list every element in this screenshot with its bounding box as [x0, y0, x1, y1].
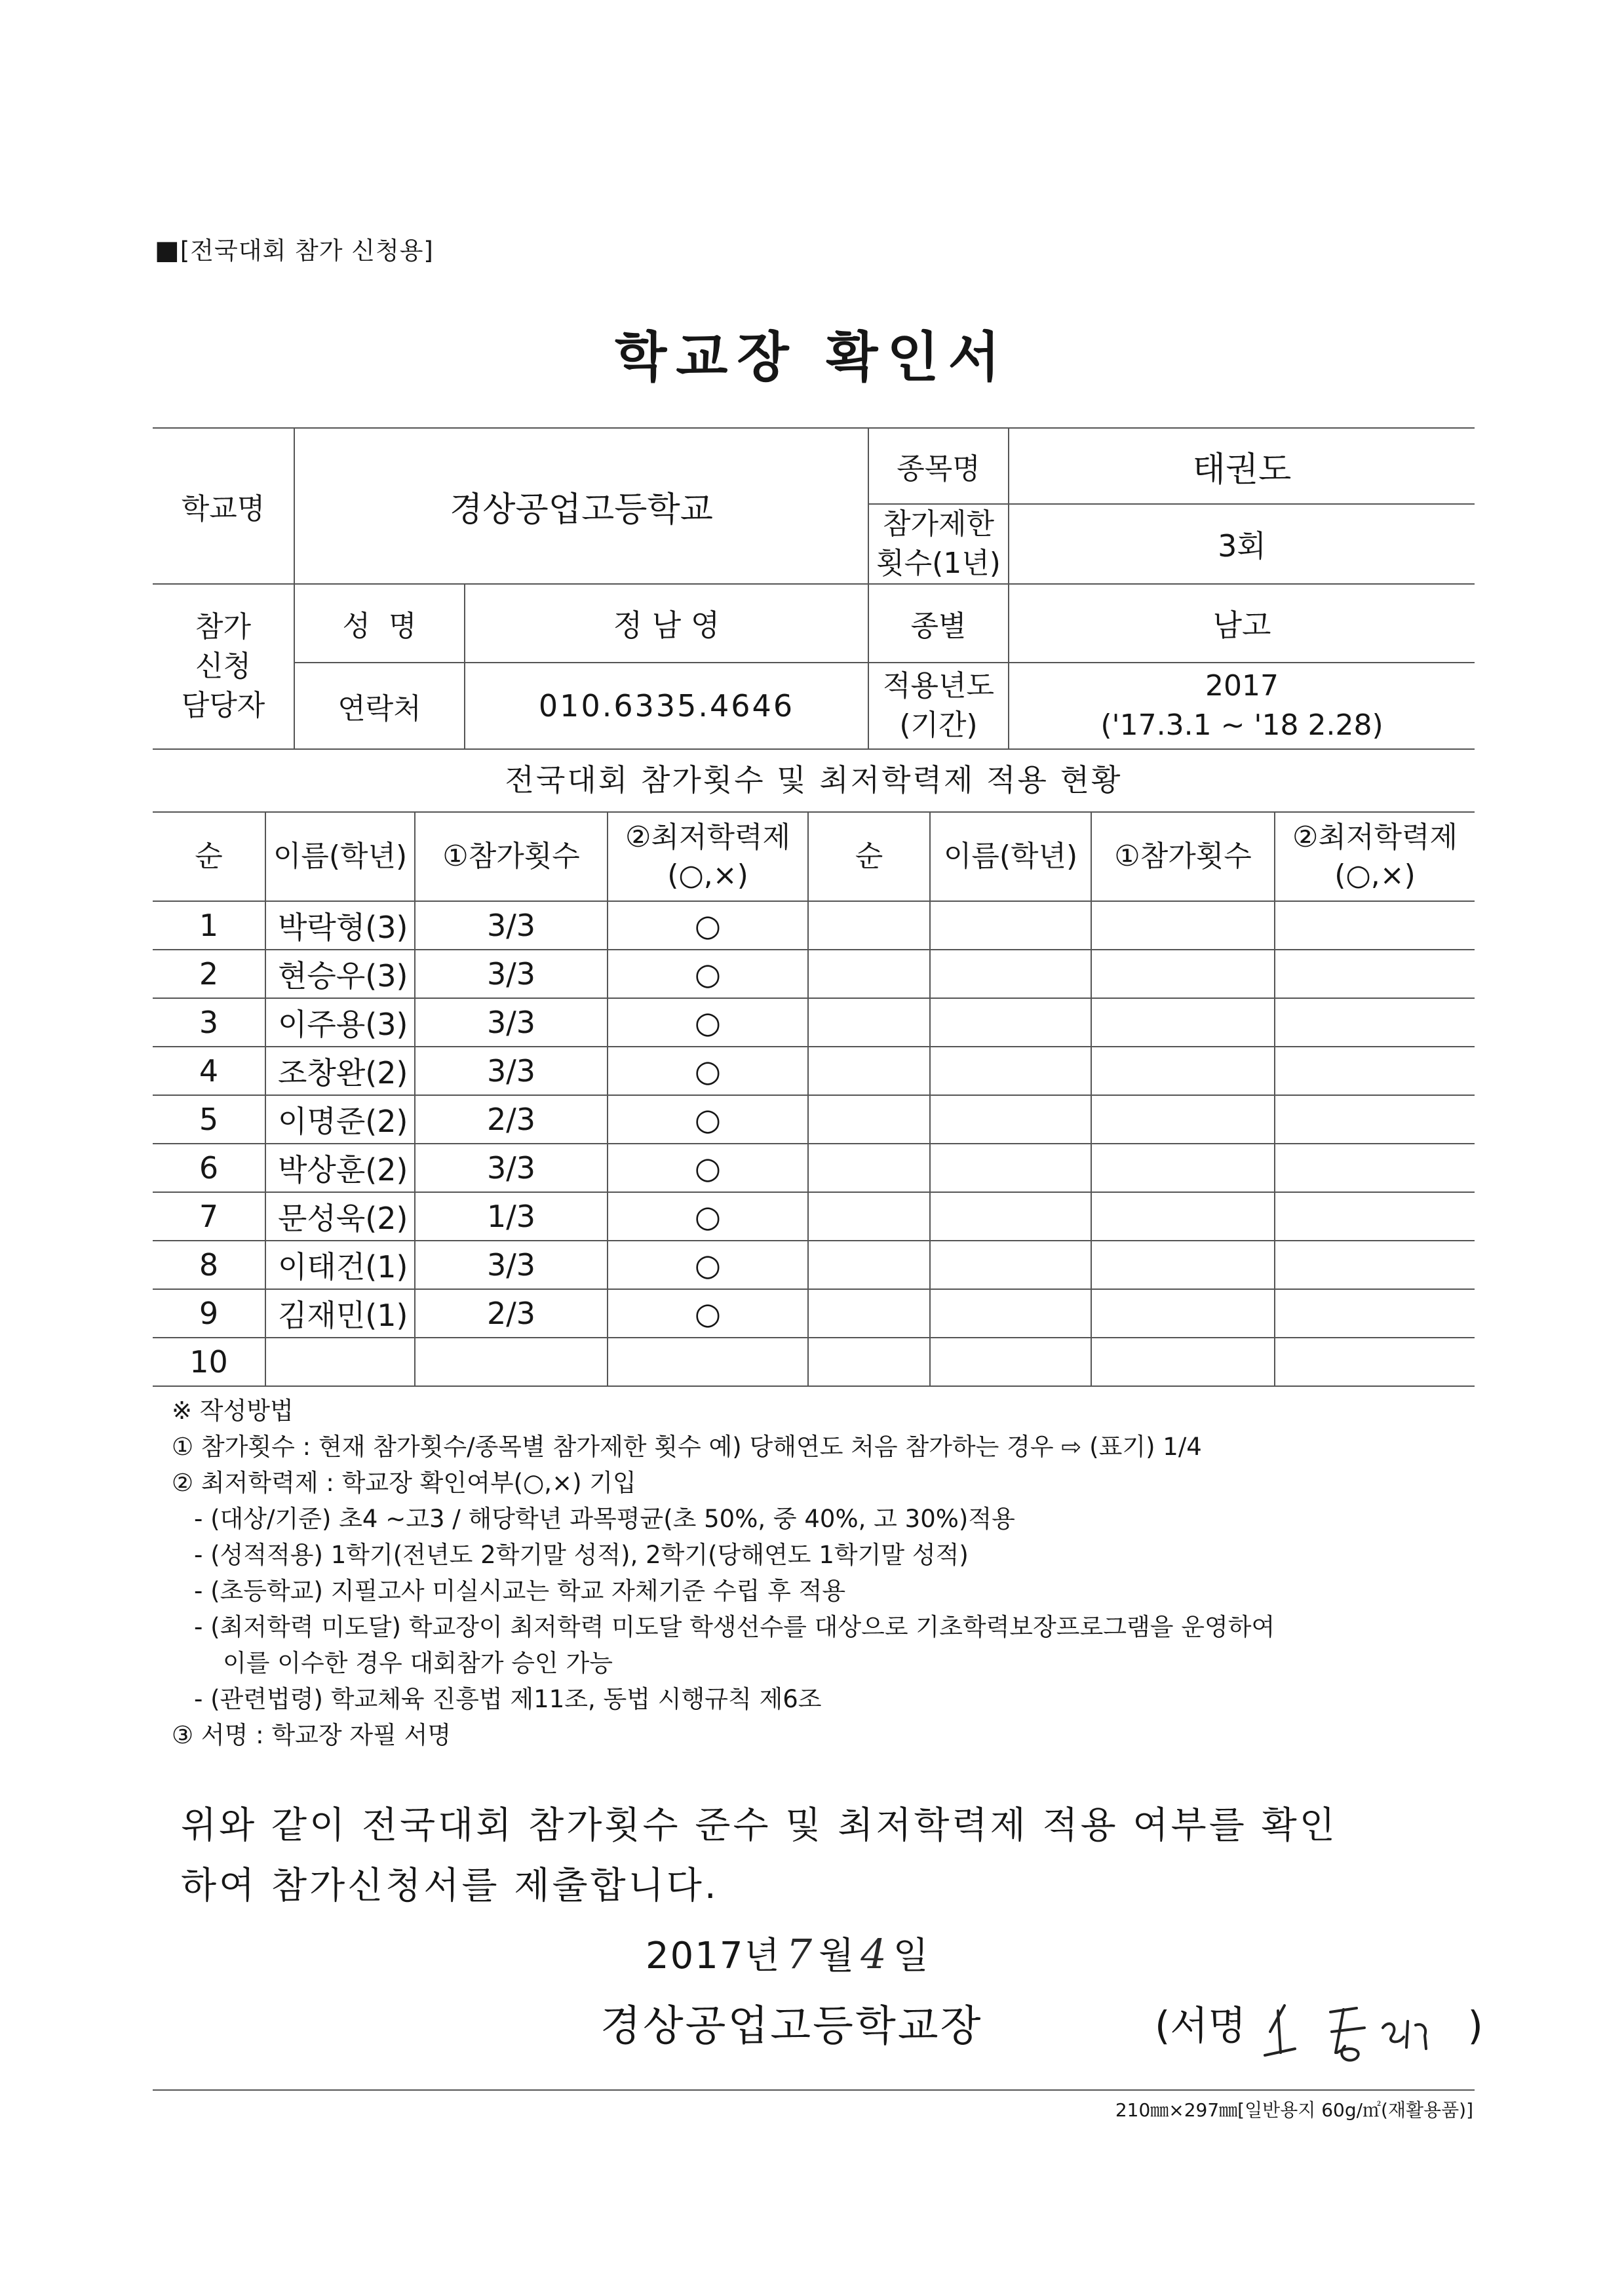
confirmation-statement: [181, 1796, 1465, 1916]
empty-cell: [1091, 901, 1275, 950]
phone-label: 연락처: [294, 663, 465, 749]
row-name: 현승우(3): [265, 950, 415, 998]
date-day-unit: 일: [893, 1935, 930, 1977]
contact-person-label: [153, 584, 294, 749]
table-row: [153, 901, 1475, 950]
contact-label-line1: 참가: [195, 610, 251, 644]
note-item: - (성적적용) 1학기(전년도 2학기말 성적), 2학기(당해연도 1학기말 성적): [194, 1541, 969, 1569]
date-day-handwritten: 4: [860, 1930, 888, 1978]
applicable-year-label: [868, 663, 1009, 749]
empty-cell: [808, 1241, 930, 1289]
category-value: 남고: [1009, 584, 1475, 663]
empty-cell: [1091, 950, 1275, 998]
table-row: [153, 950, 1475, 998]
empty-cell: [930, 950, 1091, 998]
empty-cell: [1091, 1047, 1275, 1095]
header-min-line1: ②최저학력제: [625, 821, 790, 854]
empty-cell: [1091, 1338, 1275, 1386]
note-item: - (대상/기준) 초4 ~고3 / 해당학년 과목평균(초 50%, 중 40%, 고 30%)적용: [194, 1505, 1015, 1533]
empty-cell: [808, 950, 930, 998]
empty-cell: [930, 998, 1091, 1047]
header-name-left: 이름(학년): [265, 812, 415, 901]
limit-label-line1: 참가제한: [883, 507, 995, 541]
empty-cell: [808, 901, 930, 950]
contact-label-line3: 담당자: [181, 689, 265, 722]
table-row: [153, 1241, 1475, 1289]
row-min: ○: [608, 998, 808, 1047]
date-month-unit: 월: [819, 1935, 856, 1977]
row-name: 박상훈(2): [265, 1144, 415, 1192]
empty-cell: [1091, 1095, 1275, 1144]
empty-cell: [930, 1192, 1091, 1241]
row-no: 7: [153, 1192, 265, 1241]
row-count: 3/3: [415, 998, 608, 1047]
empty-cell: [1275, 1192, 1475, 1241]
row-min: ○: [608, 1095, 808, 1144]
limit-label-line2: 횟수(1년): [876, 547, 1001, 580]
row-count: 3/3: [415, 1241, 608, 1289]
participation-limit-label: [868, 504, 1009, 584]
school-name-label: 학교명: [153, 428, 294, 584]
empty-cell: [1275, 1047, 1475, 1095]
signature-open: (서명: [1155, 2003, 1247, 2049]
empty-cell: [808, 1144, 930, 1192]
empty-cell: [930, 1289, 1091, 1338]
event-value: 태권도: [1009, 428, 1475, 504]
empty-cell: [1275, 1144, 1475, 1192]
header-name-right: 이름(학년): [930, 812, 1091, 901]
empty-cell: [808, 1047, 930, 1095]
phone-value: 010.6335.4646: [465, 663, 868, 749]
confirmation-line2: 하여 참가신청서를 제출합니다.: [181, 1865, 719, 1907]
header-min-line1: ②최저학력제: [1292, 821, 1458, 854]
period-value: ('17.3.1 ~ '18 2.28): [1100, 708, 1383, 742]
person-name-label: 성 명: [294, 584, 465, 663]
header-min-right: [1275, 812, 1475, 901]
row-name: 이명준(2): [265, 1095, 415, 1144]
notes-heading: ※ 작성방법: [172, 1397, 294, 1425]
roster-table: [153, 811, 1475, 1387]
empty-cell: [808, 1289, 930, 1338]
row-no: 10: [153, 1338, 265, 1386]
row-min: ○: [608, 1289, 808, 1338]
info-table: [153, 427, 1475, 750]
roster-header-row: [153, 812, 1475, 901]
empty-cell: [1275, 998, 1475, 1047]
note-item: 이를 이수한 경우 대회참가 승인 가능: [223, 1649, 613, 1677]
empty-cell: [1275, 1095, 1475, 1144]
row-name: 이태건(1): [265, 1241, 415, 1289]
person-name-value: 정 남 영: [465, 584, 868, 663]
row-count: 2/3: [415, 1289, 608, 1338]
empty-cell: [1275, 1338, 1475, 1386]
empty-cell: [808, 1095, 930, 1144]
header-count-right: ①참가횟수: [1091, 812, 1275, 901]
note-item: - (최저학력 미도달) 학교장이 최저학력 미도달 학생선수를 대상으로 기초학력보장프로그램을 운영하여: [194, 1613, 1275, 1641]
empty-cell: [1091, 1192, 1275, 1241]
table-row: [153, 1095, 1475, 1144]
empty-cell: [930, 1241, 1091, 1289]
year-label-line1: 적용년도: [883, 669, 995, 703]
participation-limit-value: 3회: [1009, 504, 1475, 584]
row-no: 3: [153, 998, 265, 1047]
header-min-left: [608, 812, 808, 901]
note-item: - (초등학교) 지필고사 미실시교는 학교 자체기준 수립 후 적용: [194, 1577, 846, 1605]
empty-cell: [1091, 1144, 1275, 1192]
date-year: 2017년: [646, 1935, 781, 1977]
row-count: 3/3: [415, 1047, 608, 1095]
row-count: 2/3: [415, 1095, 608, 1144]
row-min: ○: [608, 1192, 808, 1241]
header-min-line2: (○,×): [667, 859, 748, 892]
note-item: ② 최저학력제 : 학교장 확인여부(○,×) 기입: [172, 1469, 636, 1497]
form-type-text: [전국대회 참가 신청용]: [180, 237, 434, 265]
empty-cell: [930, 901, 1091, 950]
principal-title: 경상공업고등학교장: [600, 2002, 983, 2051]
row-name: 문성욱(2): [265, 1192, 415, 1241]
empty-cell: [808, 998, 930, 1047]
table-row: [153, 1192, 1475, 1241]
empty-cell: [930, 1047, 1091, 1095]
writing-instructions: [172, 1393, 1476, 1753]
table-row: [153, 998, 1475, 1047]
row-no: 5: [153, 1095, 265, 1144]
row-min: ○: [608, 1047, 808, 1095]
row-no: 2: [153, 950, 265, 998]
row-min: ○: [608, 1241, 808, 1289]
contact-label-line2: 신청: [195, 649, 251, 683]
row-no: 4: [153, 1047, 265, 1095]
row-no: 9: [153, 1289, 265, 1338]
row-name: 김재민(1): [265, 1289, 415, 1338]
row-min: ○: [608, 950, 808, 998]
row-name: [265, 1338, 415, 1386]
row-count: 3/3: [415, 950, 608, 998]
table-row: [153, 1289, 1475, 1338]
category-label: 종별: [868, 584, 1009, 663]
empty-cell: [930, 1095, 1091, 1144]
note-item: - (관련법령) 학교체육 진흥법 제11조, 동법 시행규칙 제6조: [194, 1685, 822, 1713]
row-no: 6: [153, 1144, 265, 1192]
empty-cell: [1275, 1241, 1475, 1289]
row-no: 8: [153, 1241, 265, 1289]
header-count-left: ①참가횟수: [415, 812, 608, 901]
header-min-line2: (○,×): [1334, 859, 1416, 892]
row-min: [608, 1338, 808, 1386]
empty-cell: [1275, 901, 1475, 950]
row-min: ○: [608, 1144, 808, 1192]
row-no: 1: [153, 901, 265, 950]
empty-cell: [1275, 1289, 1475, 1338]
date-month-handwritten: 7: [786, 1930, 814, 1978]
row-count: [415, 1338, 608, 1386]
row-min: ○: [608, 901, 808, 950]
table-row: [153, 1338, 1475, 1386]
year-value: 2017: [1205, 669, 1279, 703]
summary-title: 전국대회 참가횟수 및 최저학력제 적용 현황: [153, 748, 1475, 813]
event-label: 종목명: [868, 428, 1009, 504]
row-count: 1/3: [415, 1192, 608, 1241]
empty-cell: [1091, 1241, 1275, 1289]
empty-cell: [930, 1338, 1091, 1386]
table-row: [153, 1047, 1475, 1095]
empty-cell: [808, 1338, 930, 1386]
handwritten-signature-icon: [1258, 1992, 1455, 2064]
submission-date: [646, 1927, 930, 1979]
form-type-tag: [155, 231, 434, 266]
document-title: 학교장 확인서: [615, 326, 1009, 389]
paper-spec-footnote: 210㎜×297㎜[일반용지 60g/㎡(재활용품)]: [1115, 2099, 1473, 2121]
empty-cell: [1275, 950, 1475, 998]
signature-block: [1155, 1992, 1483, 2064]
row-count: 3/3: [415, 901, 608, 950]
school-name-value: 경상공업고등학교: [294, 428, 868, 584]
signature-close: ): [1467, 2003, 1483, 2049]
row-name: 조창완(2): [265, 1047, 415, 1095]
row-name: 이주용(3): [265, 998, 415, 1047]
applicable-year-value: [1009, 663, 1475, 749]
confirmation-line1: 위와 같이 전국대회 참가횟수 준수 및 최저학력제 적용 여부를 확인: [181, 1804, 1338, 1847]
note-item: ③ 서명 : 학교장 자필 서명: [172, 1721, 452, 1749]
year-label-line2: (기간): [899, 708, 978, 742]
table-row: [153, 1144, 1475, 1192]
empty-cell: [808, 1192, 930, 1241]
bottom-rule: [153, 2089, 1475, 2091]
header-no-right: 순: [808, 812, 930, 901]
empty-cell: [1091, 1289, 1275, 1338]
empty-cell: [930, 1144, 1091, 1192]
empty-cell: [1091, 998, 1275, 1047]
row-count: 3/3: [415, 1144, 608, 1192]
header-no-left: 순: [153, 812, 265, 901]
square-bullet-icon: ■: [155, 235, 180, 265]
note-item: ① 참가횟수 : 현재 참가횟수/종목별 참가제한 횟수 예) 당해연도 처음 참가하는 경우 ⇨ (표기) 1/4: [172, 1433, 1202, 1461]
row-name: 박락형(3): [265, 901, 415, 950]
